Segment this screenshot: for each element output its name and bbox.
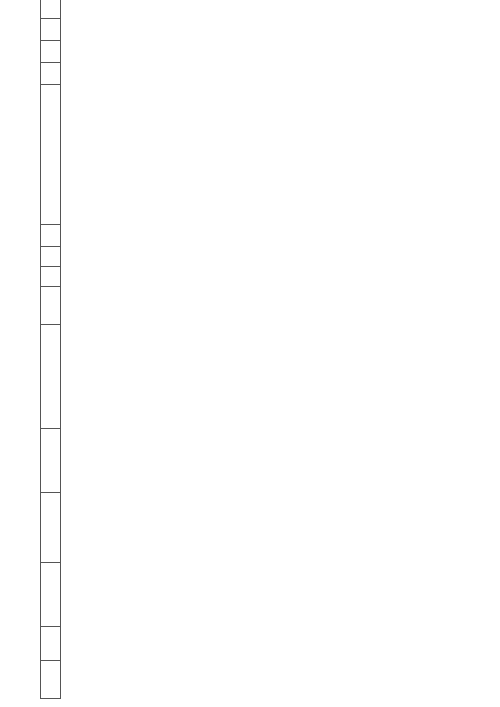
blank-cell bbox=[41, 85, 61, 225]
dash-cell bbox=[41, 19, 61, 41]
region-cell bbox=[41, 661, 61, 699]
dash-cell bbox=[41, 225, 61, 247]
dash-cell bbox=[41, 41, 61, 63]
rotated-table-area bbox=[0, 7, 500, 707]
dash-cell bbox=[41, 247, 61, 267]
dash-cell bbox=[41, 0, 61, 19]
monitor-point-cell bbox=[41, 563, 61, 627]
table-row bbox=[41, 0, 61, 699]
dash-cell bbox=[41, 267, 61, 287]
dash-cell bbox=[41, 63, 61, 85]
limit-cell bbox=[41, 287, 61, 325]
basis-cell bbox=[41, 429, 61, 493]
pollutant-cell bbox=[41, 493, 61, 563]
standard-cell bbox=[41, 325, 61, 429]
process-cell bbox=[41, 627, 61, 661]
wastewater-monitoring-table bbox=[40, 0, 61, 699]
